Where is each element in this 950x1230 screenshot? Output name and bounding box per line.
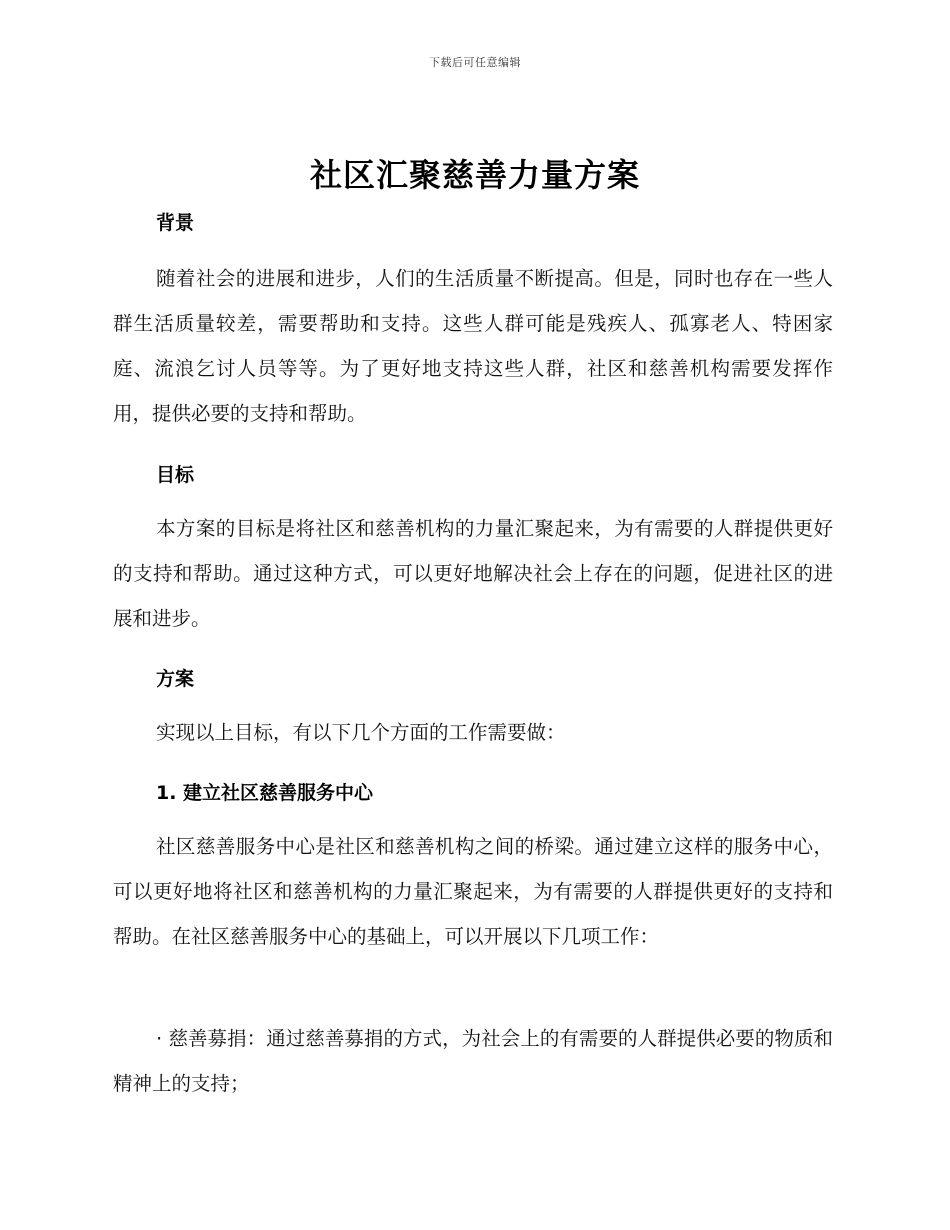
plan-intro-paragraph: 实现以上目标，有以下几个方面的工作需要做： [156,721,566,744]
plan-item-1-bullet: · 慈善募捐：通过慈善募捐的方式，为社会上的有需要的人群提供必要的物质和精神上的支持； [113,1027,833,1095]
section-heading-plan: 方案 [156,668,195,690]
page-title: 社区汇聚慈善力量方案 [309,156,640,194]
section-heading-background: 背景 [156,212,195,234]
header-note: 下载后可任意编辑 [429,56,521,69]
plan-item-1-heading: 1. 建立社区慈善服务中心 [156,782,374,804]
background-paragraph: 随着社会的进展和进步，人们的生活质量不断提高。但是，同时也存在一些人群生活质量较差，需要帮助和支持。这些人群可能是残疾人、孤寡老人、特困家庭、流浪乞讨人员等等。为了更好地支持这些人群，社区和慈善机构需要发挥作用，提供必要的支持和帮助。 [113,267,833,425]
goal-paragraph: 本方案的目标是将社区和慈善机构的力量汇聚起来，为有需要的人群提供更好的支持和帮助。通过这种方式，可以更好地解决社会上存在的问题，促进社区的进展和进步。 [113,517,833,630]
plan-item-1-paragraph: 社区慈善服务中心是社区和慈善机构之间的桥梁。通过建立这样的服务中心，可以更好地将社区和慈善机构的力量汇聚起来，为有需要的人群提供更好的支持和帮助。在社区慈善服务中心的基础上，可以开展以下几项工作： [113,835,833,948]
section-heading-goal: 目标 [156,464,195,486]
